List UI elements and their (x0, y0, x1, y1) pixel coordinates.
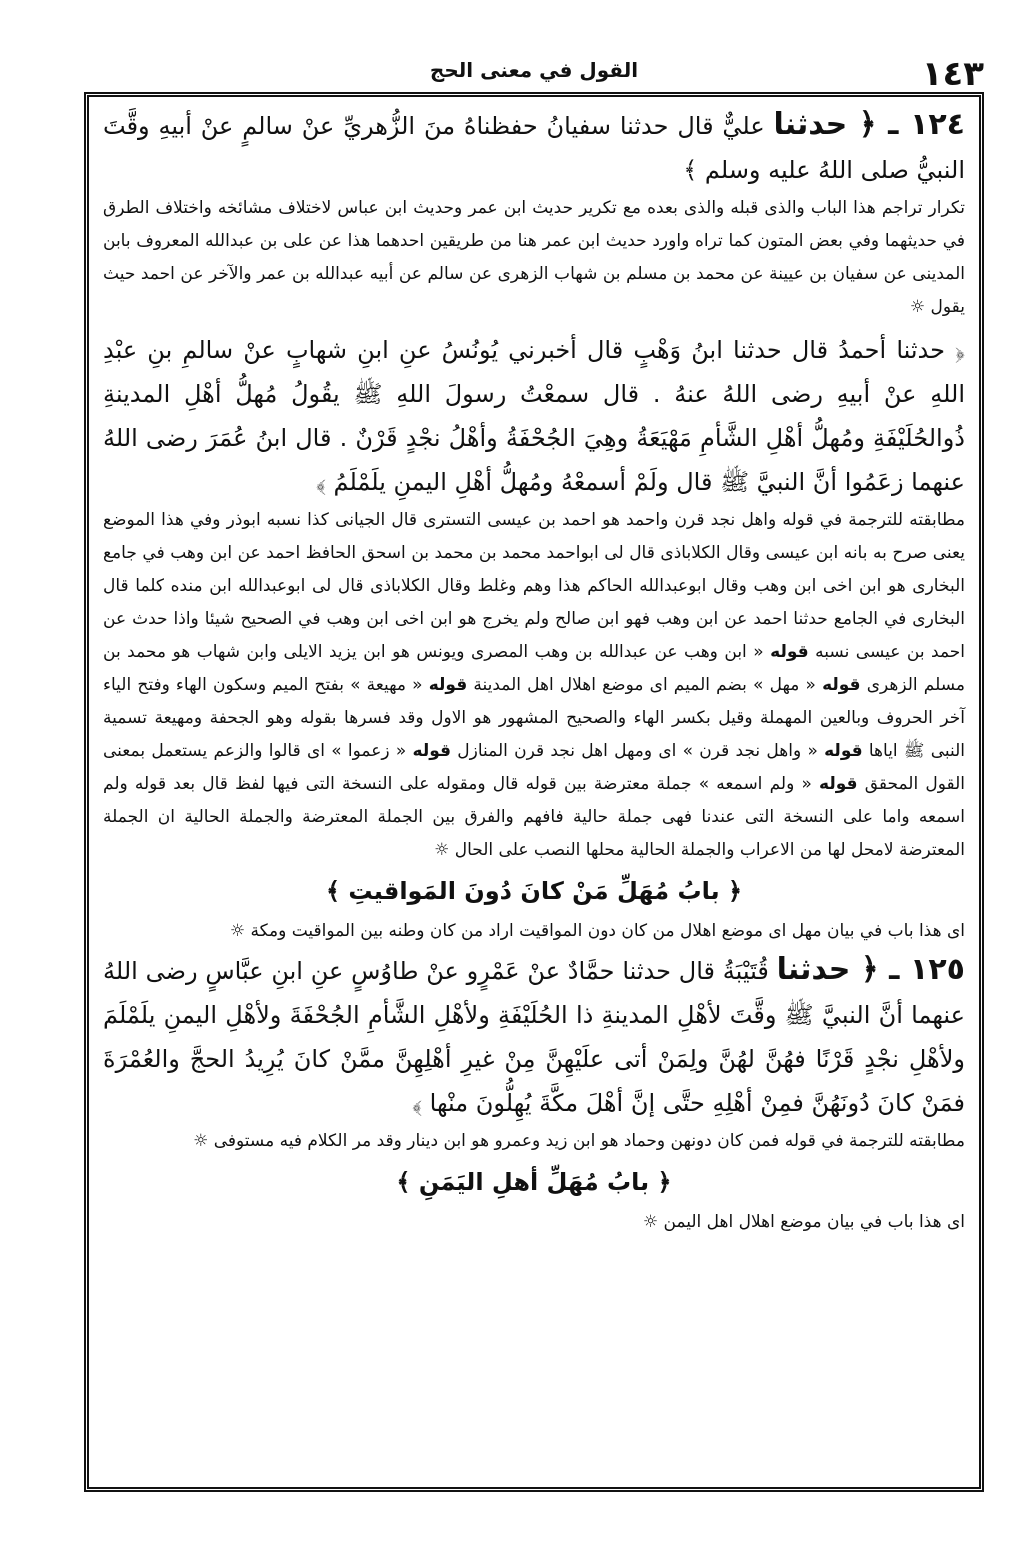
hadith-125-text: قُتَيْبَةُ قال حدثنا حمَّادٌ عنْ عَمْرٍو عنْ طاوُسٍ عنِ ابنِ عبَّاسٍ رضى اللهُ عنهما أنَّ النبيَّ ﷺ وقَّتَ لأهْلِ المدينةِ ذا الحُلَيْفَةِ ولأهْلِ الشَّأمِ الجُحْفَةَ ولأهْلِ اليمنِ يلَمْلَمَ ولأهْلِ نجْدٍ قَرْنًا فهُنَّ لهُنَّ ولِمَنْ أتى علَيْهِنَّ مِنْ غيرِ أهْلِهِنَّ ممَّنْ كانَ يُرِيدُ الحجَّ والعُمْرَةَ فمَنْ كانَ دُونَهُنَّ فمِنْ أهْلِهِ حتَّى إنَّ أهْلَ مكَّةَ يُهِلُّونَ منْها ﴾ (103, 957, 965, 1117)
hadith-124-number: ١٢٤ ـ ﴿ حدثنا (773, 107, 965, 142)
keyword-qawluhu: قوله (824, 741, 863, 761)
chapter-2-note: اى هذا باب في بيان موضع اهلال اهل اليمن ☼ (642, 1212, 965, 1232)
commentary-2-part-d: « مهيعة » بفتح الميم وسكون الهاء وفتح الياء آخر الحروف وبالعين المهملة وقيل بكسر الهاء والصحيح المشهور هو الاول وقد فسرها بقوله وهو الجحفة ومهيعة تسمية النبى ﷺ اياها (103, 675, 966, 761)
hadith-124 (103, 103, 965, 192)
hadith-124-text: عليٌّ قال حدثنا سفيانُ حفظناهُ منَ الزُّهريِّ عنْ سالمٍ عنْ أبيهِ وقَّتَ النبيُّ صلى اللهُ عليه وسلم ﴾ (103, 112, 965, 184)
chapter-1-note: اى هذا باب في بيان مهل اى موضع اهلال من كان دون المواقيت اراد من كان وطنه بين المواقيت ومكة ☼ (229, 921, 965, 941)
commentary-1: تكرار تراجم هذا الباب والذى قبله والذى بعده مع تكرير حديث ابن عمر وحديث ابن عباس لاختلاف مشائخه واختلاف الطرق في حديثهما وفي بعض المتون كما تراه واورد حديث ابن عمر هنا من طريقين احدهما هذا عن على بن عبدالله المعروف بابن المدينى عن سفيان بن عيينة عن محمد بن مسلم بن شهاب الزهرى عن سالم عن أبيه عبدالله بن عمر والآخر عن احمد حيث يقول ☼ (103, 198, 965, 317)
keyword-qawluhu: قوله (770, 642, 809, 662)
keyword-qawluhu: قوله (428, 675, 468, 695)
commentary-2-part-a: مطابقته للترجمة في قوله واهل نجد قرن واحمد هو احمد بن عيسى التسترى قال الجيانى كذا نسبه ابوذر وفي هذا الموضع يعنى صرح به بانه ابن عيسى وقال الكلاباذى قال لى ابواحمد محمد بن محمد بن اسحق الحافظ احمد عن ابن وهب في جامع البخارى هو ابن اخى ابن وهب وقال ابوعبدالله الحاكم هذا وهم وغلط وقال الكلاباذى قال لى ابوعبدالله ابن منده كلما قال البخارى في الجامع حدثنا احمد عن ابن وهب فهو ابن صالح ولم يخرج هو ابن اخى ابن وهب في الصحيح شيئا واذا حدث عن احمد بن عيسى نسبه (103, 510, 966, 662)
keyword-qawluhu: قوله (412, 741, 451, 761)
commentary-2-part-b: « ابن وهب عن عبدالله بن وهب المصرى ويونس هو ابن يزيد الايلى وابن شهاب هو محمد بن مسلم الزهرى (103, 642, 965, 695)
chapter-heading-1: ﴿ بابُ مُهَلِّ مَنْ كانَ دُونَ المَواقيتِ ﴾ (325, 877, 743, 905)
keyword-qawluhu: قوله (822, 675, 861, 695)
hadith-125 (103, 948, 965, 1125)
commentary-2 (103, 504, 965, 867)
commentary-2-part-e: « واهل نجد قرن » اى ومهل اهل نجد قرن المنازل (457, 741, 818, 761)
commentary-2-part-g: « ولم اسمعه » جملة معترضة بين قوله قال ومقوله على النسخة التى فيها لفظ قال بعد قوله ولم اسمعه واما على النسخة التى عندنا فهى جملة حالية فافهم والفرق بين الجملة المعترضة والجملة الحالية ان الجملة المعترضة لامحل لها من الاعراب والجملة الحالية محلها النصب على الحال ☼ (103, 774, 965, 860)
page-frame (84, 92, 984, 1492)
keyword-qawluhu: قوله (819, 774, 858, 794)
page-header (84, 48, 984, 94)
hadith-124b: ﴿ حدثنا أحمدُ قال حدثنا ابنُ وَهْبٍ قال أخبرني يُونُسُ عنِ ابنِ شهابٍ عنْ سالمِ بنِ عبْدِ اللهِ عنْ أبيهِ رضى اللهُ عنهُ . قال سمعْتُ رسولَ اللهِ ﷺ يقُولُ مُهلُّ أهْلِ المدينةِ ذُوالحُلَيْفَةِ ومُهلُّ أهْلِ الشَّأمِ مَهْيَعَةُ وهِيَ الجُحْفَةُ وأهْلُ نجْدٍ قَرْنٌ . قال ابنُ عُمَرَ رضى اللهُ عنهما زعَمُوا أنَّ النبيَّ ﷺ قال ولَمْ أسمعْهُ ومُهلُّ أهْلِ اليمنِ يلَمْلَمُ ﴾ (103, 336, 965, 496)
commentary-2-part-c: « مهل » بضم الميم اى موضع اهلال اهل المدينة (473, 675, 816, 695)
hadith-125-number: ١٢٥ ـ ﴿ حدثنا (776, 952, 965, 987)
running-title: القول في معنى الحج (429, 58, 639, 82)
chapter-heading-2: ﴿ بابُ مُهَلِّ أهلِ اليَمَنِ ﴾ (396, 1168, 672, 1196)
commentary-3: مطابقته للترجمة في قوله فمن كان دونهن وحماد هو ابن زيد وعمرو هو ابن دينار وقد مر الكلام فيه مستوفى ☼ (193, 1131, 965, 1151)
page-number: ١٤٣ (921, 54, 984, 94)
commentary-2-part-f: « زعموا » اى قالوا والزعم يستعمل بمعنى القول المحقق (103, 741, 966, 794)
